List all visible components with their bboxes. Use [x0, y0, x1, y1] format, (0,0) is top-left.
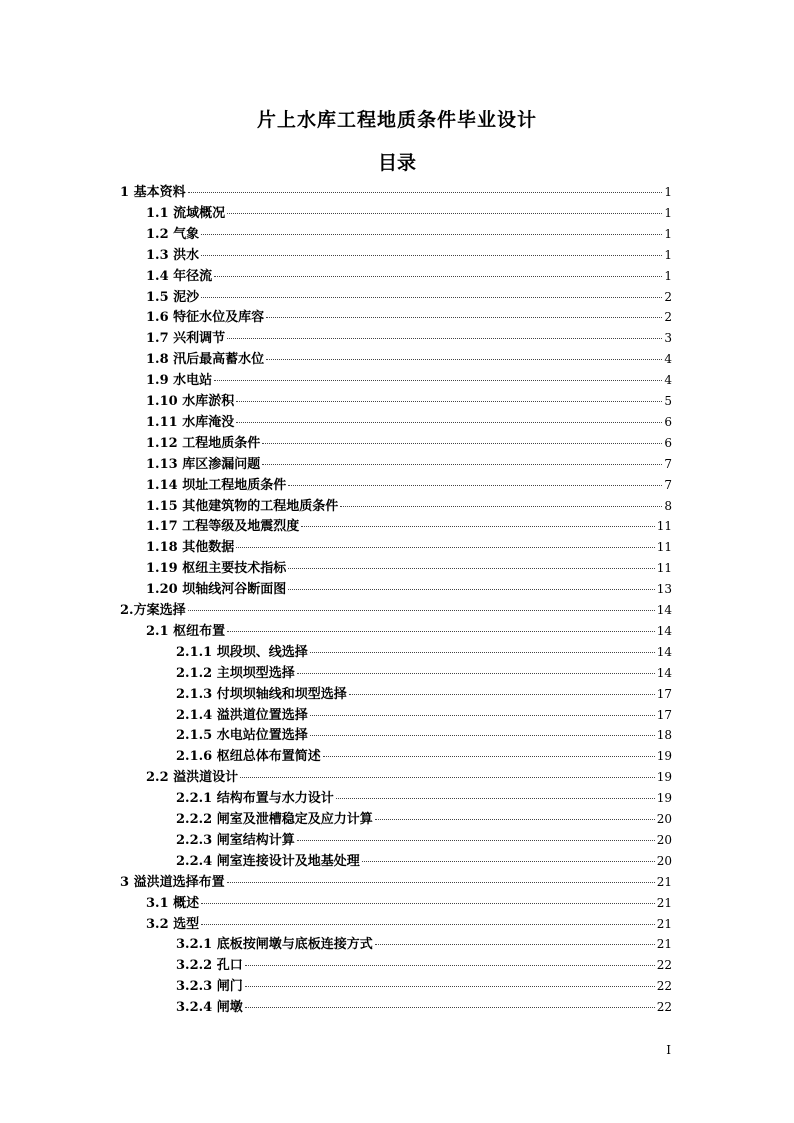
- page-number: I: [666, 1043, 671, 1057]
- toc-entry[interactable]: [146, 453, 672, 473]
- toc-entry[interactable]: [176, 724, 672, 744]
- toc-entry-label: 3.2 选型: [146, 917, 200, 932]
- toc-entry[interactable]: [146, 369, 672, 389]
- toc-entry-page: 19: [656, 791, 672, 805]
- toc-entry-page: 14: [656, 624, 672, 638]
- toc-leader-dots: [201, 297, 662, 298]
- toc-leader-dots: [201, 255, 662, 256]
- toc-entry-page: 21: [656, 937, 672, 951]
- toc-entry-page: 21: [656, 917, 672, 931]
- toc-entry-label: 2.1.1 坝段坝、线选择: [176, 645, 308, 660]
- toc-entry[interactable]: [146, 390, 672, 410]
- toc-entry-label: 1.7 兴利调节: [146, 331, 226, 346]
- toc-entry-page: 6: [664, 415, 672, 429]
- toc-entry[interactable]: [176, 787, 672, 807]
- toc-entry-label: 1.9 水电站: [146, 373, 213, 388]
- toc-entry[interactable]: [146, 202, 672, 222]
- toc-leader-dots: [236, 422, 662, 423]
- toc-entry[interactable]: [176, 829, 672, 849]
- toc-leader-dots: [340, 506, 662, 507]
- toc-leader-dots: [310, 735, 655, 736]
- toc-entry-label: 1.20 坝轴线河谷断面图: [146, 582, 287, 597]
- toc-entry-label: 1.18 其他数据: [146, 540, 235, 555]
- toc-entry-page: 4: [664, 352, 672, 366]
- toc-entry[interactable]: [120, 871, 672, 891]
- toc-leader-dots: [227, 631, 655, 632]
- toc-entry[interactable]: [146, 348, 672, 368]
- toc-leader-dots: [310, 715, 655, 716]
- toc-entry-label: 2.2.4 闸室连接设计及地基处理: [176, 854, 360, 869]
- toc-entry-page: 21: [656, 896, 672, 910]
- toc-entry[interactable]: [146, 244, 672, 264]
- toc-entry[interactable]: [176, 662, 672, 682]
- toc-entry[interactable]: [176, 641, 672, 661]
- toc-entry[interactable]: [146, 286, 672, 306]
- toc-leader-dots: [362, 861, 655, 862]
- toc-entry[interactable]: [176, 850, 672, 870]
- toc-leader-dots: [310, 652, 655, 653]
- toc-entry[interactable]: [120, 599, 672, 619]
- toc-heading: 目录: [377, 152, 416, 174]
- toc-entry-page: 1: [664, 248, 672, 262]
- toc-entry-label: 1.17 工程等级及地震烈度: [146, 519, 300, 534]
- toc-entry[interactable]: [176, 933, 672, 953]
- toc-entry-page: 19: [656, 749, 672, 763]
- toc-entry[interactable]: [176, 745, 672, 765]
- toc-leader-dots: [375, 944, 655, 945]
- toc-entry-page: 22: [656, 958, 672, 972]
- toc-leader-dots: [288, 485, 662, 486]
- toc-entry-page: 3: [664, 331, 672, 345]
- toc-entry-label: 1.15 其他建筑物的工程地质条件: [146, 499, 339, 514]
- toc-entry-label: 3.2.3 闸门: [176, 979, 243, 994]
- toc-entry[interactable]: [146, 578, 672, 598]
- toc-leader-dots: [245, 986, 655, 987]
- toc-entry-page: 13: [656, 582, 672, 596]
- toc-entry-label: 2.1.2 主坝坝型选择: [176, 666, 295, 681]
- toc-leader-dots: [262, 464, 662, 465]
- toc-entry-label: 2.1.5 水电站位置选择: [176, 728, 308, 743]
- toc-leader-dots: [214, 276, 662, 277]
- toc-leader-dots: [323, 756, 655, 757]
- toc-entry-label: 3 溢洪道选择布置: [120, 875, 225, 890]
- toc-entry-label: 1.19 枢纽主要技术指标: [146, 561, 287, 576]
- toc-leader-dots: [188, 610, 655, 611]
- toc-entry-page: 20: [656, 854, 672, 868]
- toc-leader-dots: [288, 589, 655, 590]
- toc-entry-page: 7: [664, 457, 672, 471]
- toc-entry-label: 1.14 坝址工程地质条件: [146, 478, 287, 493]
- toc-entry-label: 3.1 概述: [146, 896, 200, 911]
- toc-entry-page: 11: [656, 561, 672, 575]
- toc-entry-page: 22: [656, 1000, 672, 1014]
- toc-leader-dots: [245, 1007, 655, 1008]
- toc-entry[interactable]: [176, 954, 672, 974]
- toc-entry-page: 18: [656, 728, 672, 742]
- document-title: 片上水库工程地质条件毕业设计: [256, 109, 537, 131]
- toc-entry-page: 4: [664, 373, 672, 387]
- toc-entry[interactable]: [146, 892, 672, 912]
- toc-leader-dots: [375, 819, 655, 820]
- toc-entry-page: 6: [664, 436, 672, 450]
- toc-entry[interactable]: [146, 495, 672, 515]
- toc-leader-dots: [349, 694, 655, 695]
- toc-leader-dots: [236, 401, 662, 402]
- toc-entry-label: 1.8 汛后最高蓄水位: [146, 352, 265, 367]
- toc-leader-dots: [227, 882, 655, 883]
- toc-entry-label: 3.2.1 底板按闸墩与底板连接方式: [176, 937, 373, 952]
- toc-entry-page: 1: [664, 227, 672, 241]
- toc-entry-page: 17: [656, 687, 672, 701]
- toc-leader-dots: [301, 526, 655, 527]
- toc-entry-page: 21: [656, 875, 672, 889]
- toc-entry-label: 3.2.2 孔口: [176, 958, 243, 973]
- toc-entry[interactable]: [176, 704, 672, 724]
- toc-entry[interactable]: [146, 327, 672, 347]
- toc-entry-label: 2.1.4 溢洪道位置选择: [176, 708, 308, 723]
- toc-leader-dots: [240, 777, 655, 778]
- toc-leader-dots: [288, 568, 655, 569]
- toc-entry-page: 2: [664, 290, 672, 304]
- toc-leader-dots: [201, 924, 655, 925]
- toc-entry-label: 1.6 特征水位及库容: [146, 310, 265, 325]
- toc-entry-page: 7: [664, 478, 672, 492]
- toc-entry[interactable]: [146, 432, 672, 452]
- toc-entry-label: 1.4 年径流: [146, 269, 213, 284]
- toc-entry-page: 1: [664, 206, 672, 220]
- toc-entry-label: 1.3 洪水: [146, 248, 200, 263]
- toc-entry-page: 1: [664, 185, 672, 199]
- toc-leader-dots: [245, 965, 655, 966]
- toc-entry-label: 2.2.1 结构布置与水力设计: [176, 791, 334, 806]
- toc-entry-page: 17: [656, 708, 672, 722]
- toc-leader-dots: [336, 798, 655, 799]
- toc-entry[interactable]: [120, 181, 672, 201]
- toc-leader-dots: [227, 338, 662, 339]
- toc-entry-page: 14: [656, 666, 672, 680]
- toc-entry[interactable]: [146, 306, 672, 326]
- toc-entry-label: 2.方案选择: [120, 603, 186, 618]
- toc-leader-dots: [214, 380, 662, 381]
- toc-entry[interactable]: [146, 474, 672, 494]
- toc-entry[interactable]: [146, 766, 672, 786]
- toc-entry-label: 1.5 泥沙: [146, 290, 200, 305]
- toc-entry-label: 2.2.3 闸室结构计算: [176, 833, 295, 848]
- toc-leader-dots: [227, 213, 662, 214]
- toc-entry-label: 3.2.4 闸墩: [176, 1000, 243, 1015]
- toc-entry[interactable]: [176, 683, 672, 703]
- toc-leader-dots: [188, 192, 663, 193]
- toc-entry[interactable]: [146, 223, 672, 243]
- toc-entry-page: 11: [656, 519, 672, 533]
- toc-entry[interactable]: [146, 265, 672, 285]
- toc-leader-dots: [266, 359, 662, 360]
- toc-entry-page: 1: [664, 269, 672, 283]
- toc-entry-page: 14: [656, 645, 672, 659]
- toc-entry-page: 19: [656, 770, 672, 784]
- toc-entry-label: 1.10 水库淤积: [146, 394, 235, 409]
- toc-leader-dots: [201, 234, 662, 235]
- toc-leader-dots: [262, 443, 662, 444]
- toc-entry-label: 2.1 枢纽布置: [146, 624, 226, 639]
- toc-entry[interactable]: [176, 808, 672, 828]
- toc-leader-dots: [201, 903, 655, 904]
- toc-entry[interactable]: [176, 996, 672, 1016]
- toc-entry-page: 5: [664, 394, 672, 408]
- toc-leader-dots: [266, 317, 662, 318]
- toc-entry-page: 8: [664, 499, 672, 513]
- toc-entry-label: 2.2 溢洪道设计: [146, 770, 239, 785]
- toc-leader-dots: [236, 547, 655, 548]
- toc-entry[interactable]: [146, 913, 672, 933]
- toc-entry[interactable]: [146, 620, 672, 640]
- toc-leader-dots: [297, 673, 655, 674]
- toc-leader-dots: [297, 840, 655, 841]
- toc-entry-page: 20: [656, 812, 672, 826]
- toc-entry-label: 1 基本资料: [120, 185, 186, 200]
- toc-entry-page: 11: [656, 540, 672, 554]
- toc-entry-page: 22: [656, 979, 672, 993]
- toc-entry-label: 2.1.3 付坝坝轴线和坝型选择: [176, 687, 347, 702]
- toc-entry-label: 1.11 水库淹没: [146, 415, 235, 430]
- toc-entry-page: 14: [656, 603, 672, 617]
- toc-entry-label: 2.2.2 闸室及泄槽稳定及应力计算: [176, 812, 373, 827]
- toc-entry-label: 2.1.6 枢纽总体布置简述: [176, 749, 321, 764]
- toc-entry-label: 1.13 库区渗漏问题: [146, 457, 261, 472]
- toc-entry-label: 1.12 工程地质条件: [146, 436, 261, 451]
- toc-entry[interactable]: [146, 411, 672, 431]
- toc-entry-label: 1.2 气象: [146, 227, 200, 242]
- toc-entry[interactable]: [176, 975, 672, 995]
- toc-entry[interactable]: [146, 515, 672, 535]
- toc-entry[interactable]: [146, 536, 672, 556]
- toc-entry-page: 20: [656, 833, 672, 847]
- toc-entry-label: 1.1 流域概况: [146, 206, 226, 221]
- toc-entry[interactable]: [146, 557, 672, 577]
- toc-entry-page: 2: [664, 310, 672, 324]
